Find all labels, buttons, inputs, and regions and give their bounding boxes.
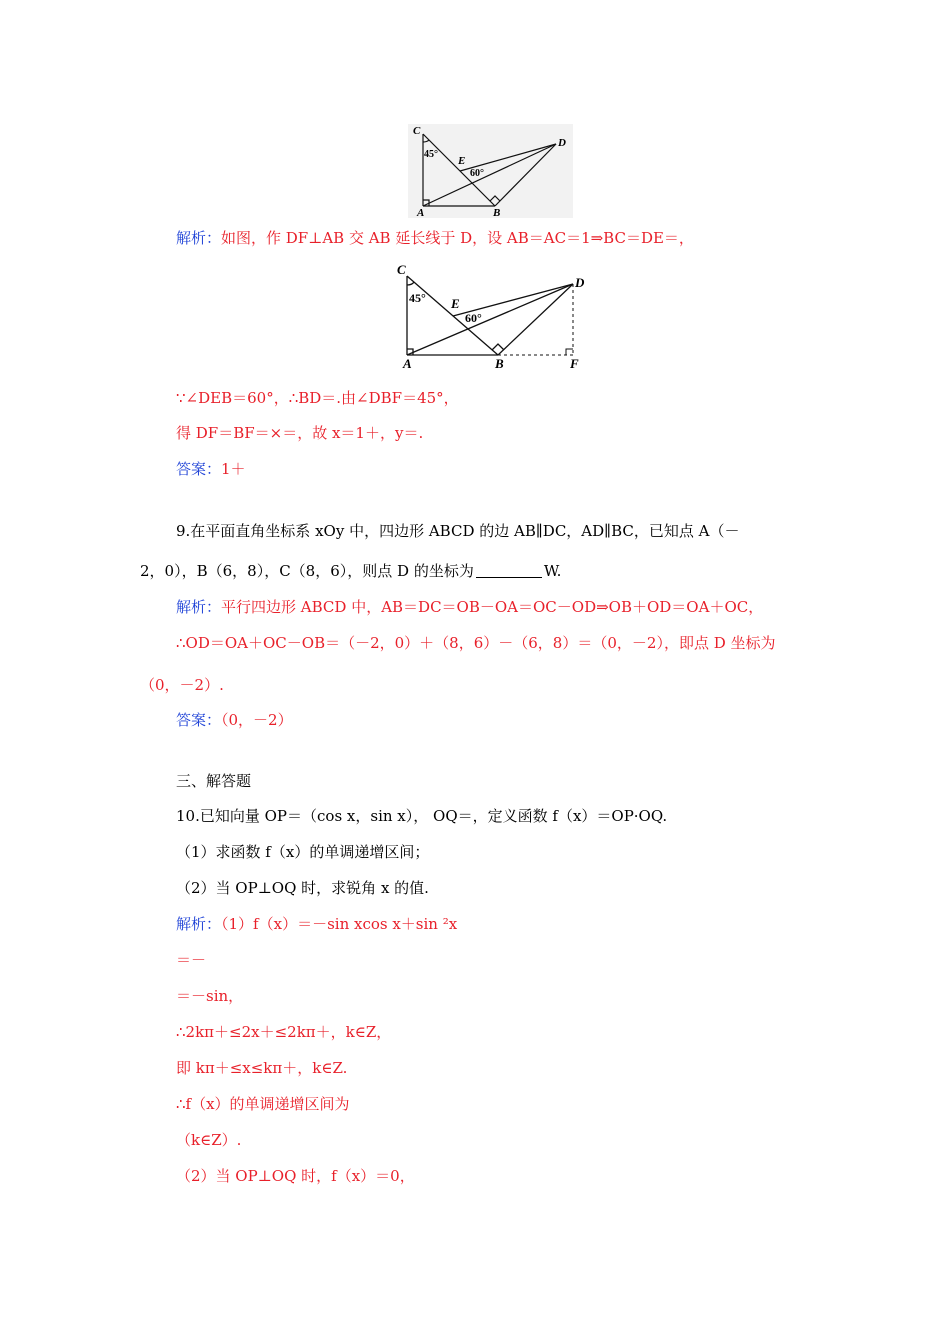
label-a: A xyxy=(417,207,425,218)
q9-stem-tail: W. xyxy=(543,562,562,580)
q9-stem-text: 2，0），B（6，8），C（8，6），则点 D 的坐标为 xyxy=(140,562,474,580)
q8-answer-value: 1＋ xyxy=(221,460,246,478)
q9-analysis-label: 解析： xyxy=(176,598,222,616)
q10-analysis-line-8: （2）当 OP⊥OQ 时，f（x）＝0， xyxy=(176,1167,415,1185)
q9-analysis-line-1 xyxy=(176,597,763,617)
q8-answer-label: 答案： xyxy=(176,460,222,478)
label-d: D xyxy=(558,137,566,149)
q9-analysis-line-3: （0，－2）. xyxy=(140,676,224,694)
q10-analysis-text-1: （1）f（x）＝－sin xcos x＋sin ²x xyxy=(221,915,458,933)
right-angle-mark-f xyxy=(566,349,573,355)
label-b: B xyxy=(493,207,501,218)
label-e: E xyxy=(458,155,466,167)
figure-1-background xyxy=(408,124,573,218)
segment-cb-2 xyxy=(407,276,498,355)
angle-label-60-2: 60° xyxy=(465,311,482,325)
q8-analysis-line-1 xyxy=(176,228,694,248)
q9-answer-value: （0，－2） xyxy=(221,711,293,729)
q10-analysis-line-6: ∴f（x）的单调递增区间为 xyxy=(176,1095,350,1113)
q10-analysis-line-3: ＝－sin， xyxy=(176,987,244,1005)
q8-analysis-line-3: 得 DF＝BF＝×＝，故 x＝1＋，y＝. xyxy=(176,424,424,442)
geometry-figure-1 xyxy=(408,124,573,218)
angle-label-45-2: 45° xyxy=(409,291,426,305)
angle-label-45: 45° xyxy=(424,149,438,160)
q8-analysis-label: 解析： xyxy=(176,229,222,247)
label-b-2: B xyxy=(495,356,504,371)
q10-analysis-line-5: 即 kπ＋≤x≤kπ＋，k∈Z. xyxy=(176,1059,348,1077)
label-d-2: D xyxy=(575,275,585,290)
right-angle-mark-b-2 xyxy=(492,344,504,350)
geometry-figure-2 xyxy=(395,262,595,372)
label-c-2: C xyxy=(397,262,406,277)
section-heading: 三、解答题 xyxy=(176,772,252,790)
label-e-2: E xyxy=(451,296,460,311)
angle-label-60: 60° xyxy=(470,168,484,179)
angle-arc-c-2 xyxy=(407,282,414,285)
q10-analysis-line-7: （k∈Z）. xyxy=(176,1131,242,1149)
answer-blank xyxy=(476,563,542,578)
q9-stem-line-1: 9.在平面直角坐标系 xOy 中，四边形 ABCD 的边 AB∥DC，AD∥BC，已知点 A（－ xyxy=(176,522,740,540)
q9-analysis-line-2: ∴OD＝OA＋OC－OB＝（－2，0）＋（8，6）－（6，8）＝（0，－2），即点 D 坐标为 xyxy=(176,634,776,652)
segment-ad-2 xyxy=(407,284,573,355)
label-f-2: F xyxy=(570,356,579,371)
label-a-2: A xyxy=(403,356,412,371)
q8-analysis-line-2: ∵∠DEB＝60°，∴BD＝.由∠DBF＝45°， xyxy=(176,389,459,407)
q9-stem-line-2 xyxy=(140,561,561,581)
q9-answer-label: 答案： xyxy=(176,711,222,729)
q8-answer xyxy=(176,459,246,479)
q8-analysis-text-1: 如图，作 DF⊥AB 交 AB 延长线于 D，设 AB＝AC＝1⇒BC＝DE＝， xyxy=(221,229,694,247)
q10-analysis-line-2: ＝－ xyxy=(176,951,207,969)
label-c: C xyxy=(413,125,421,137)
q10-analysis-label: 解析： xyxy=(176,915,222,933)
q10-stem: 10.已知向量 OP＝（cos x，sin x）， OQ＝，定义函数 f（x）＝OP·OQ. xyxy=(176,807,668,825)
q10-analysis-line-4: ∴2kπ＋≤2x＋≤2kπ＋，k∈Z， xyxy=(176,1023,392,1041)
q10-part-1: （1）求函数 f（x）的单调递增区间； xyxy=(176,843,430,861)
q10-part-2: （2）当 OP⊥OQ 时，求锐角 x 的值. xyxy=(176,879,429,897)
q10-analysis-line-1 xyxy=(176,914,457,934)
q9-answer xyxy=(176,710,293,730)
q9-analysis-text-1: 平行四边形 ABCD 中，AB＝DC＝OB－OA＝OC－OD⇒OB＋OD＝OA＋OC， xyxy=(221,598,764,616)
